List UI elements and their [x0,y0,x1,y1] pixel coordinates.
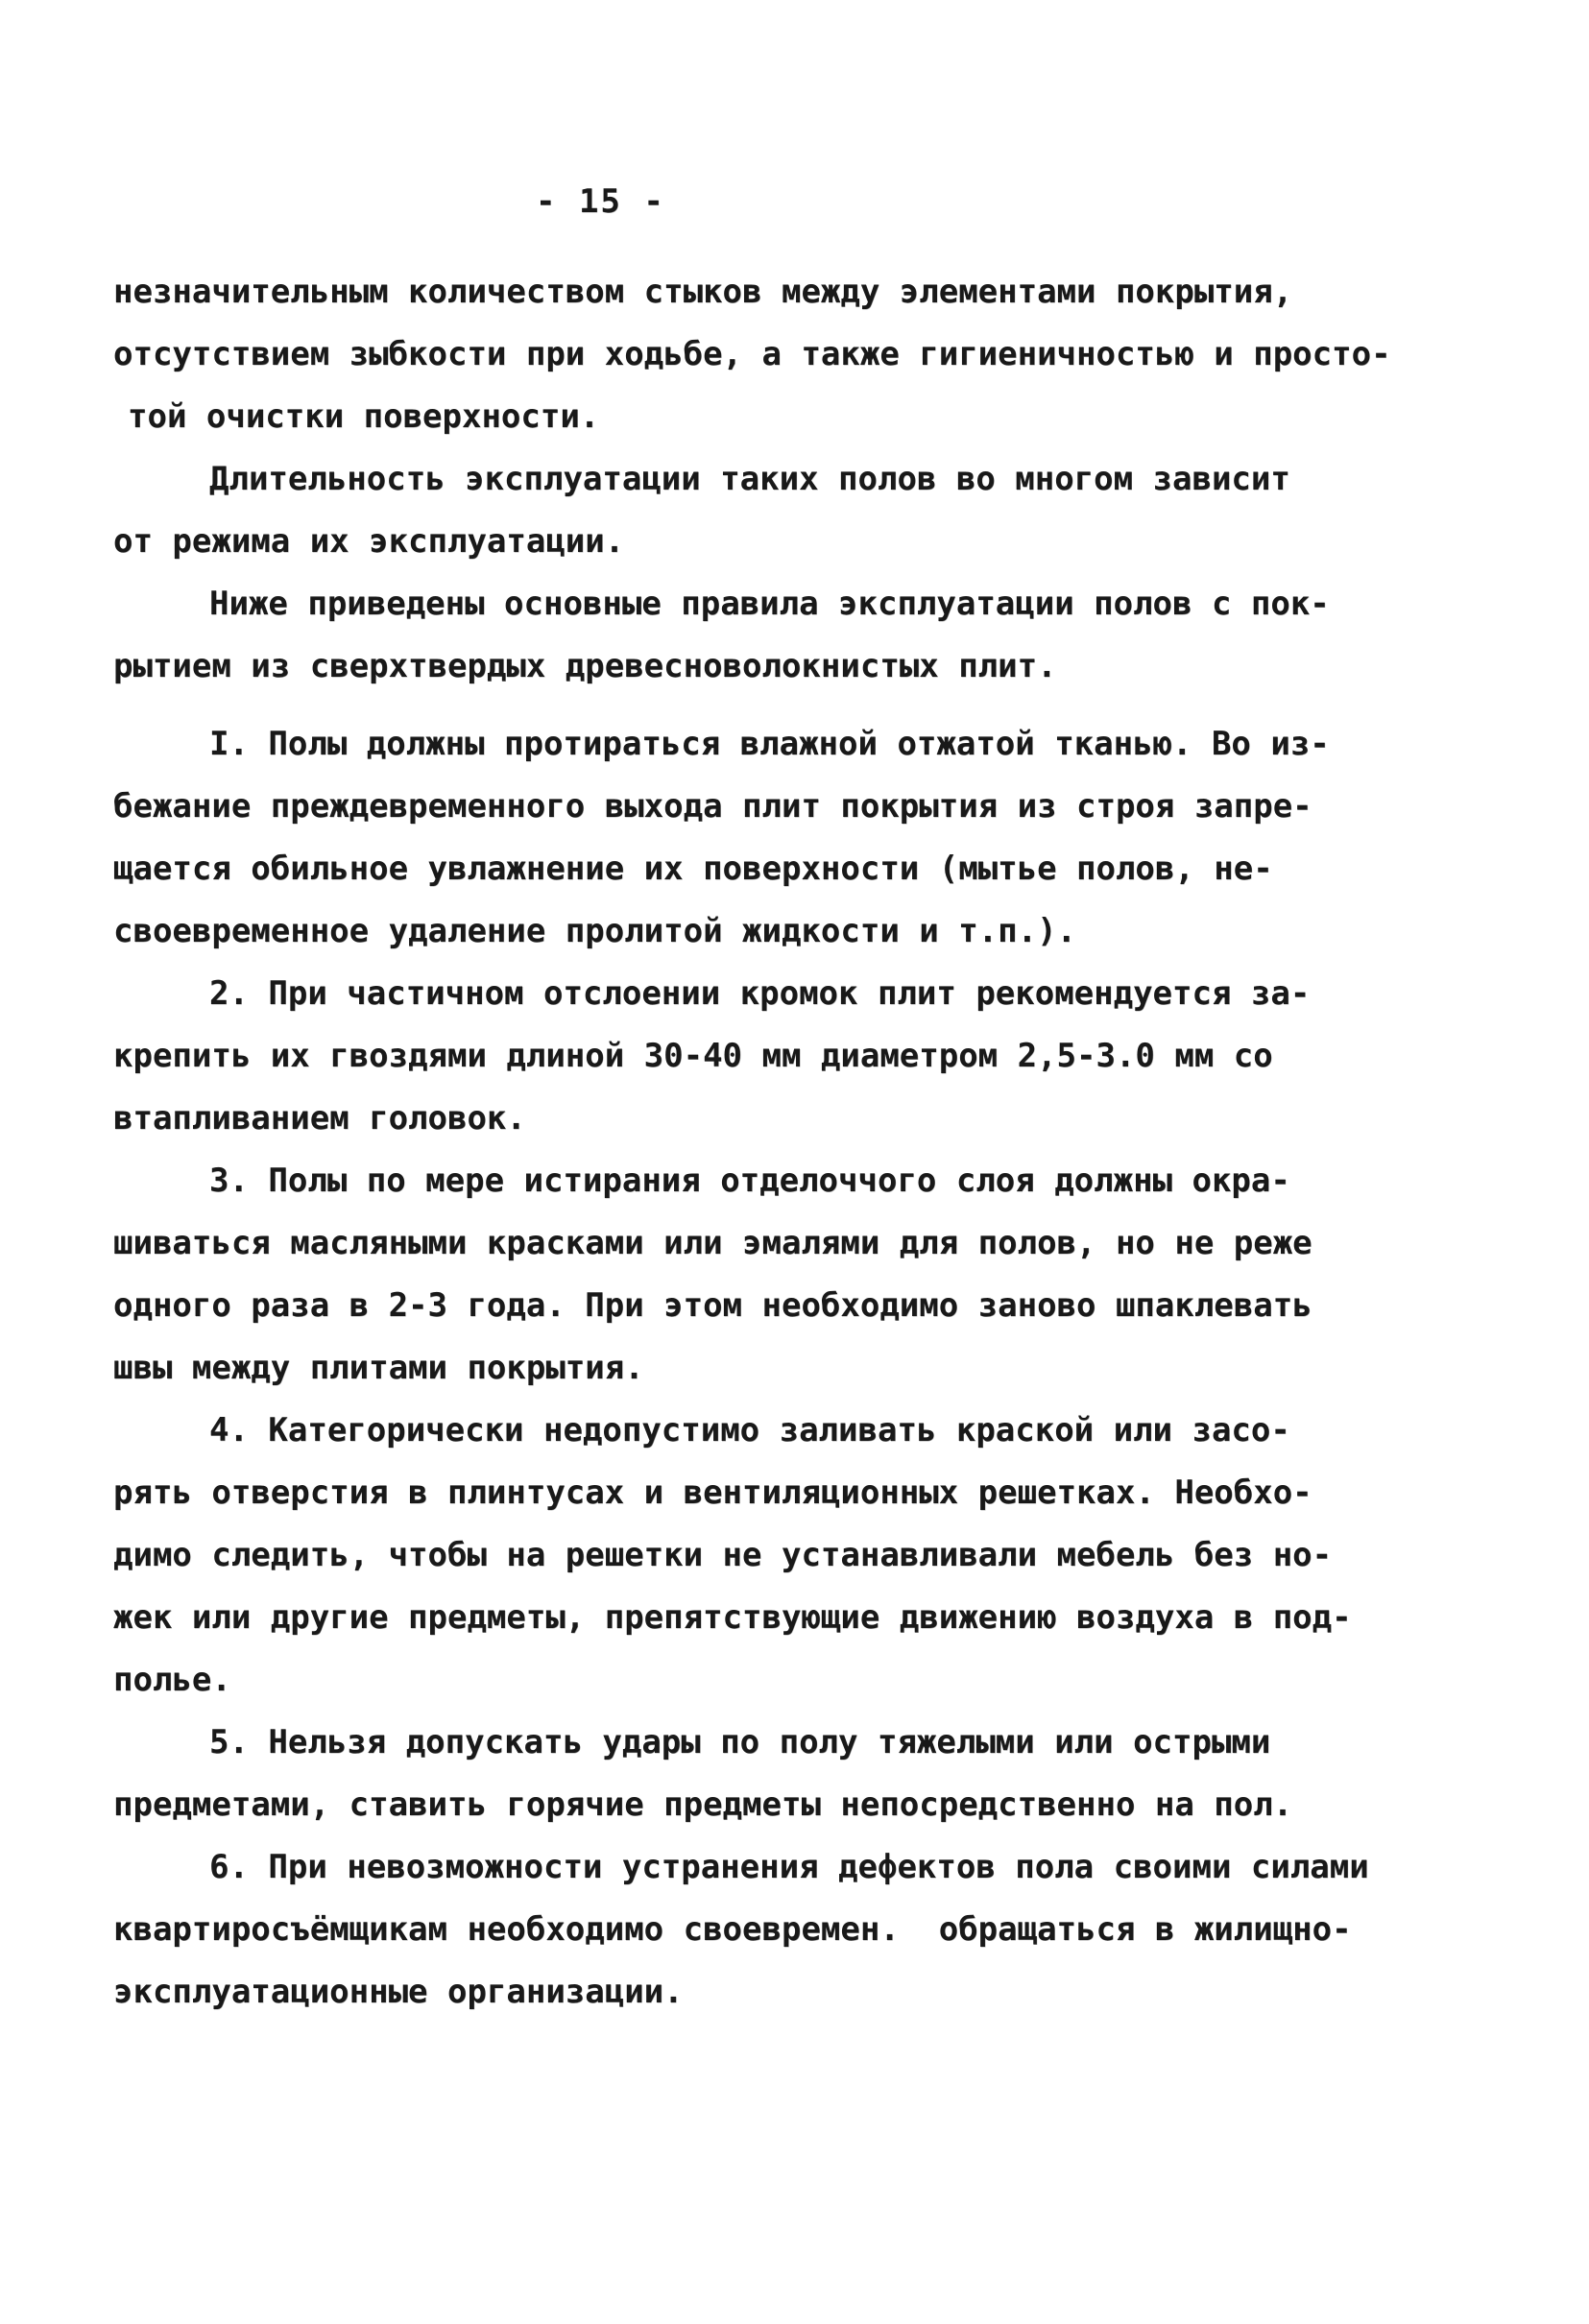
text-line: жек или другие предметы, препятствующие движению воздуха в под- [113,1598,1352,1637]
text-line: шиваться масляными красками или эмалями для полов, но не реже [113,1224,1312,1262]
text-line: 4. Категорически недопустимо заливать краской или засо- [209,1411,1290,1450]
text-line: крепить их гвоздями длиной 30-40 мм диаметром 2,5-3.0 мм со [113,1037,1273,1075]
text-line: квартиросъёмщикам необходимо своевремен. обращаться в жилищно- [113,1910,1352,1949]
text-line: щается обильное увлажнение их поверхности (мытье полов, не- [113,850,1273,888]
text-line: от режима их эксплуатации. [113,522,625,561]
text-line: рытием из сверхтвердых древесноволокнистых плит. [113,647,1057,685]
text-line: незначительным количеством стыков между элементами покрытия, [113,273,1293,311]
text-line: эксплуатационные организации. [113,1973,684,2011]
text-line: димо следить, чтобы на решетки не устанавливали мебель без но- [113,1536,1333,1574]
text-line: Ниже приведены основные правила эксплуатации полов с пок- [209,585,1330,623]
text-line: втапливанием головок. [113,1099,526,1138]
text-line: I. Полы должны протираться влажной отжатой тканью. Во из- [209,725,1330,763]
text-line: 3. Полы по мере истирания отделоччого слоя должны окра- [209,1162,1290,1200]
text-line: предметами, ставить горячие предметы непосредственно на пол. [113,1785,1293,1824]
text-line: своевременное удаление пролитой жидкости и т.п.). [113,912,1077,950]
text-line: Длительность эксплуатации таких полов во многом зависит [209,460,1290,498]
text-line: 2. При частичном отслоении кромок плит рекомендуется за- [209,974,1311,1013]
text-line: полье. [113,1661,231,1699]
text-line: 6. При невозможности устранения дефектов пола своими силами [209,1848,1369,1886]
text-line: рять отверстия в плинтусах и вентиляционных решетках. Необхо- [113,1473,1312,1512]
text-line: той очистки поверхности. [128,397,600,436]
text-line: 5. Нельзя допускать удары по полу тяжелыми или острыми [209,1723,1271,1761]
text-line: одного раза в 2-3 года. При этом необходимо заново шпаклевать [113,1286,1312,1325]
text-line: бежание преждевременного выхода плит покрытия из строя запре- [113,787,1312,826]
page-number: - 15 - [536,182,665,221]
text-line: отсутствием зыбкости при ходьбе, а также гигиеничностью и просто- [113,335,1391,373]
text-line: швы между плитами покрытия. [113,1349,644,1387]
document-text-block [113,261,1477,2024]
